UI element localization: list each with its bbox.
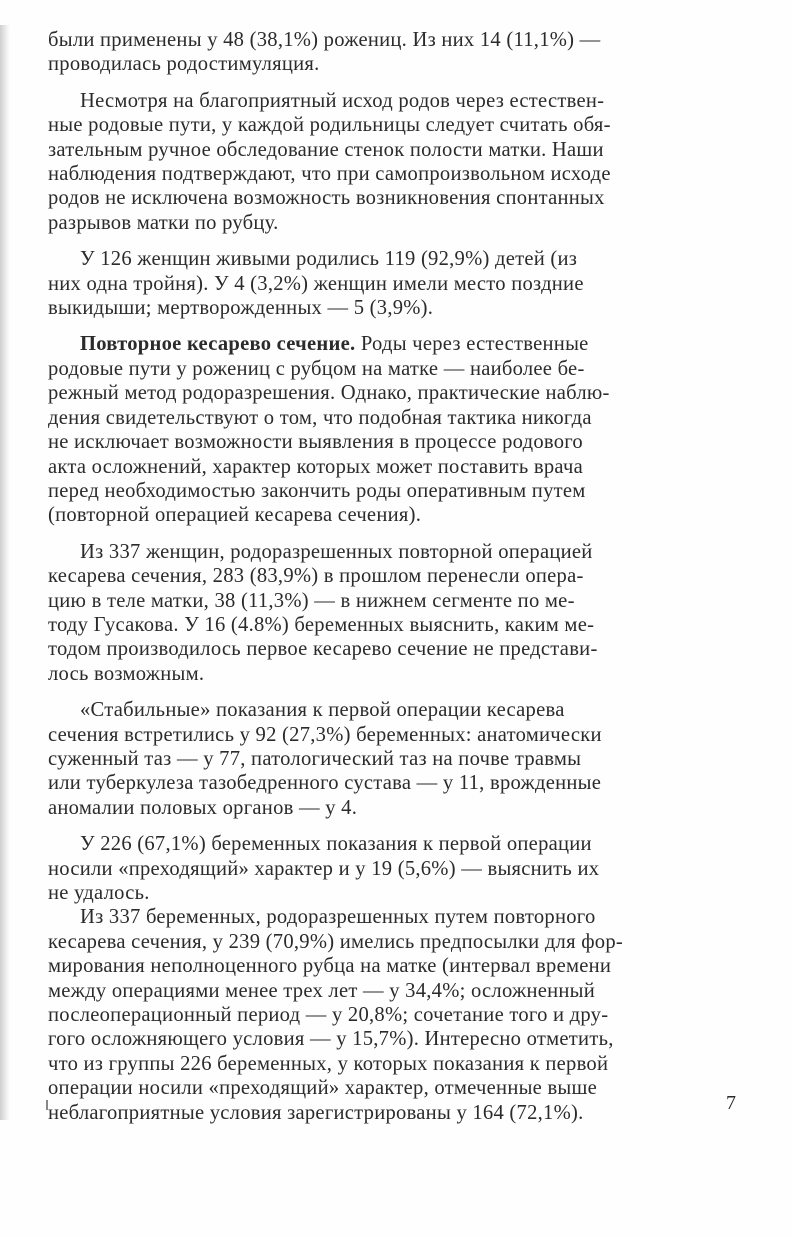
scan-shadow xyxy=(0,25,10,1120)
paragraph-7: У 226 (67,1%) беременных показания к первой операции носили «преходящий» характер и у 19 (5,6%) — выяснить их не удалось. xyxy=(48,833,600,904)
paragraph-4 xyxy=(48,332,748,527)
section-heading: Повторное кесарево сечение. xyxy=(80,333,356,356)
paragraph-2: Несмотря на благоприятный исход родов через естествен- ные родовые пути, у каждой родильницы следует считать обя- зательным ручное обследование стенок полости матки. Наши наблюдения подтверждают, что при самопроизвольном исходе родов не исключена возможность возникновения спонтанных разрывов матки по рубцу. xyxy=(48,89,611,234)
scan-mark xyxy=(46,1100,48,1110)
paragraph-4-text: Роды через естественные родовые пути у рожениц с рубцом на матке — наиболее бе- режный метод родоразрешения. Однако, практические наблю- дения свидетельствуют о том, что подобная тактика никогда не исключает возможности выявления в процессе родового акта осложнений, характер которых может поставить врача перед необходимостью закончить роды оперативным путем (повторной операцией кесарева сечения). xyxy=(48,333,610,527)
paragraph-6: «Стабильные» показания к первой операции кесарева сечения встретились у 92 (27,3%) беременных: анатомически суженный таз — у 77, патологический таз на почве травмы или туберкулеза тазобедренного сустава — у 11, врожденные аномалии половых органов — у 4. xyxy=(48,699,602,819)
page-number: 7 xyxy=(726,1092,736,1114)
paragraph-1: были применены у 48 (38,1%) рожениц. Из них 14 (11,1%) — проводилась родостимуляция. xyxy=(48,29,601,76)
paragraph-3: У 126 женщин живыми родились 119 (92,9%) детей (из них одна тройня). У 4 (3,2%) женщин имели место поздние выкидыши; мертворожденных — 5 (3,9%). xyxy=(48,248,584,320)
paragraph-5: Из 337 женщин, родоразрешенных повторной операцией кесарева сечения, 283 (83,9%) в прошлом перенесли опера- цию в теле матки, 38 (11,3%) — в нижнем сегменте по ме- тоду Гусакова. У 16 (4.8%) беременных выяснить, каким ме- тодом производилось первое кесарево сечение не представи- лось возможным. xyxy=(48,540,598,685)
paragraph-8: Из 337 беременных, родоразрешенных путем повторного кесарева сечения, у 239 (70,9%) имелись предпосылки для фор- мирования неполноценного рубца на матке (интервал времени между операциями менее трех лет — у 34,4%; осложненный послеоперационный период — у 20,8%; сочетание того и дру- гого осложняющего условия — у 15,7%). Интересно отметить, что из группы 226 беременных, у которых показания к первой операции носили «преходящий» характер, отмеченные выше неблагоприятные условия зарегистрированы у 164 (72,1%). xyxy=(48,906,623,1124)
body-text xyxy=(48,28,748,1125)
